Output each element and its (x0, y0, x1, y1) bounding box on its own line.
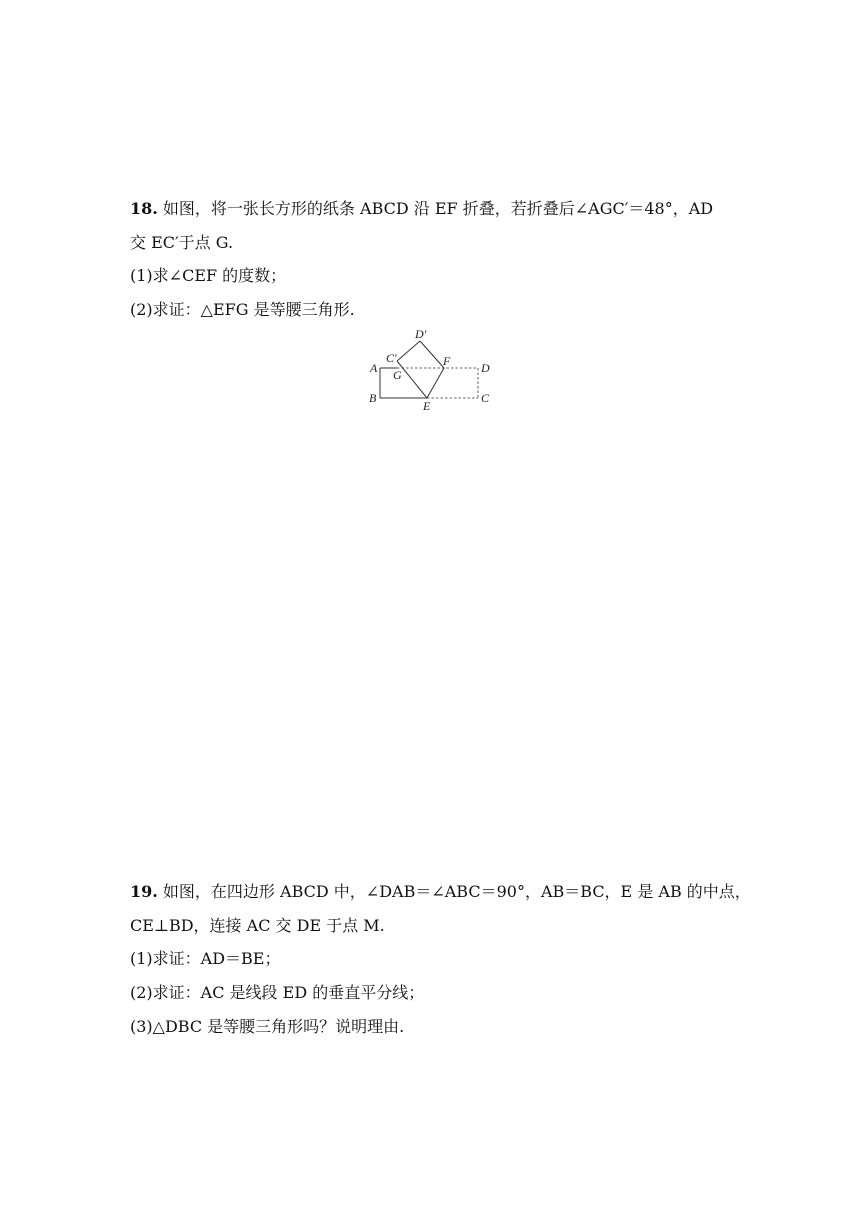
label-D: D (481, 361, 490, 375)
label-G: G (393, 368, 402, 382)
label-C: C (481, 391, 490, 405)
label-B: B (369, 391, 377, 405)
q18-line1 (130, 199, 713, 219)
q19-part3: (3)△DBC 是等腰三角形吗？说明理由. (130, 1017, 405, 1036)
q19-part1: (1)求证：AD＝BE； (130, 949, 281, 968)
q18-text: 如图，将一张长方形的纸条 ABCD 沿 EF 折叠，若折叠后∠AGC′＝48°，AD (157, 199, 714, 218)
segment-FE (427, 368, 444, 398)
q18-number: 18. (130, 199, 158, 218)
label-F: F (443, 354, 451, 368)
segment-D-prime-F (420, 341, 444, 368)
q18-part1: (1)求∠CEF 的度数； (130, 266, 287, 285)
label-E: E (423, 399, 431, 413)
q19-line1 (130, 882, 751, 902)
q19-text: 如图，在四边形 ABCD 中，∠DAB＝∠ABC＝90°，AB＝BC，E 是 AB 的中点， (157, 882, 751, 901)
q19-line2: CE⊥BD，连接 AC 交 DE 于点 M. (130, 916, 385, 935)
label-C-prime: C′ (386, 351, 397, 365)
segment-C-prime-D-prime (397, 341, 420, 361)
q18-folding-figure (360, 325, 500, 415)
q18-line2: 交 EC′于点 G. (130, 233, 234, 252)
q19-part2: (2)求证：AC 是线段 ED 的垂直平分线； (130, 983, 425, 1002)
q18-part2: (2)求证：△EFG 是等腰三角形. (130, 300, 355, 319)
q19-number: 19. (130, 882, 158, 901)
label-A: A (370, 361, 378, 375)
label-D-prime: D′ (415, 327, 427, 341)
